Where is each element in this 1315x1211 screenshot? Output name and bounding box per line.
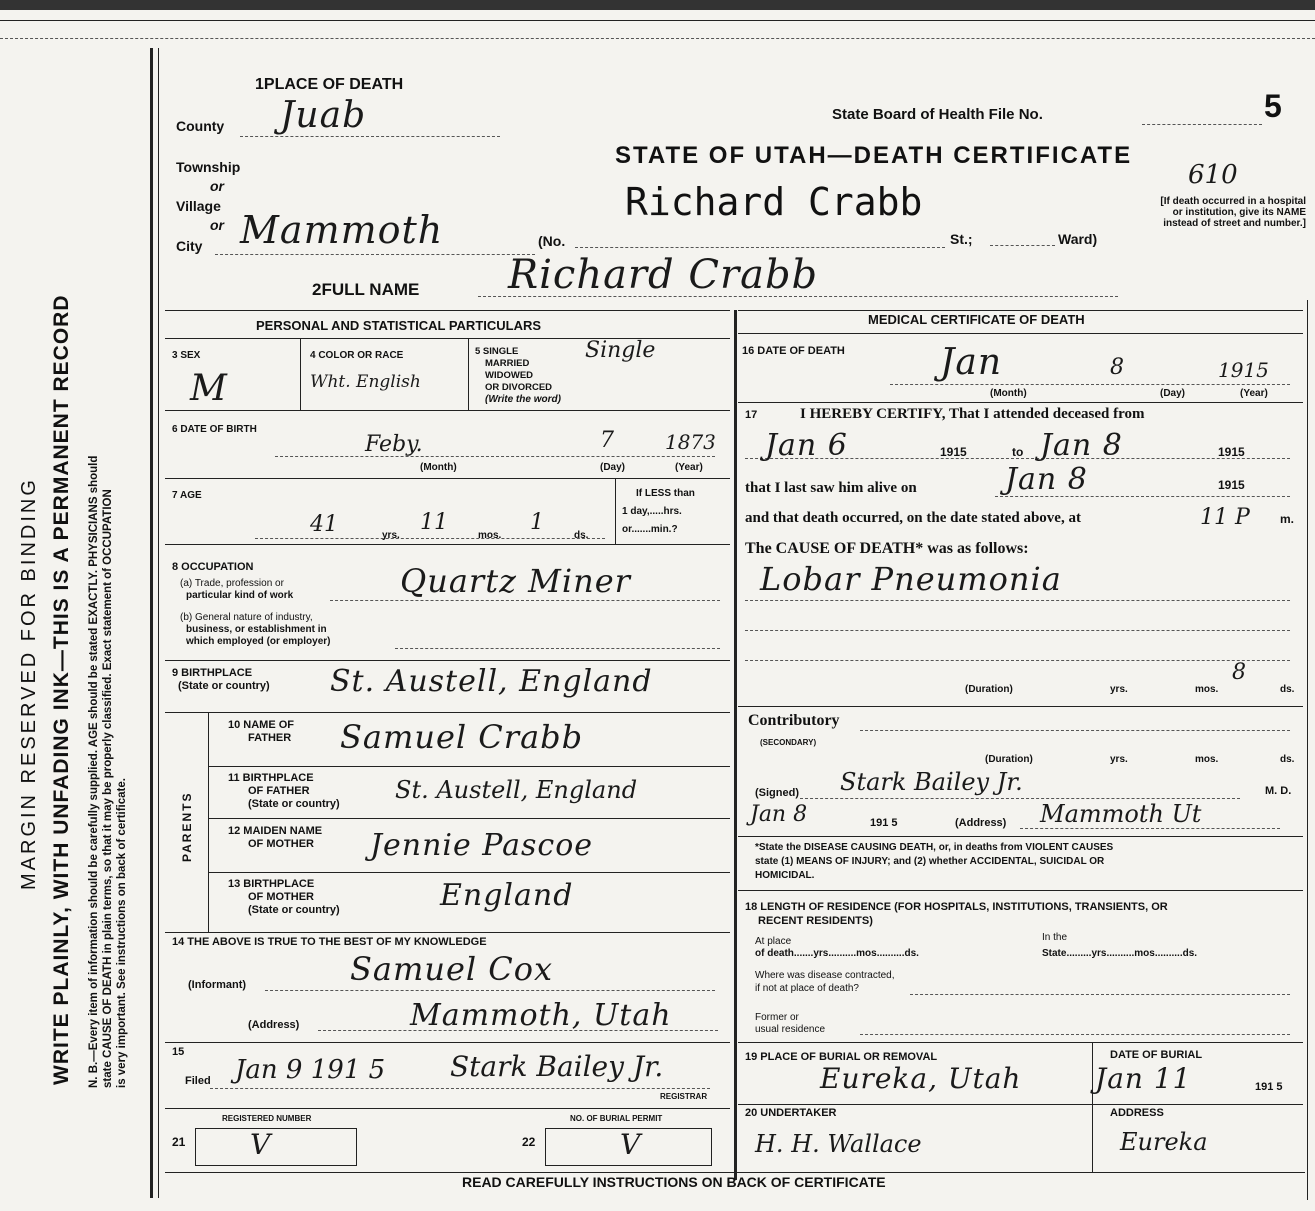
column-divider	[734, 310, 737, 1180]
filed-label: Filed	[185, 1075, 211, 1087]
margin-note-3: is very important. See instructions on back of certificate.	[116, 778, 128, 1088]
rule-j	[208, 712, 209, 932]
father-bp-label-3: (State or country)	[248, 798, 340, 810]
rule-o	[165, 1042, 730, 1043]
address-label: (Address)	[248, 1019, 300, 1031]
occ-b-1: (b) General nature of industry,	[180, 612, 313, 623]
top-dash-rule	[0, 38, 1315, 39]
state-label: State.........yrs..........mos..........ds.	[1042, 948, 1198, 959]
cause-label: The CAUSE OF DEATH* was as follows:	[745, 540, 1029, 557]
occupation-label: 8 OCCUPATION	[172, 561, 254, 573]
address-value: Mammoth, Utah	[410, 998, 672, 1033]
dod-line	[890, 384, 1290, 385]
undertaker-address-value: Eureka	[1120, 1128, 1208, 1156]
death-time-m: m.	[1280, 512, 1295, 526]
occ-b-2: business, or establishment in	[186, 624, 327, 635]
rule-t	[738, 836, 1303, 837]
rule-bottom	[165, 1172, 1305, 1173]
undertaker-label: 20 UNDERTAKER	[745, 1107, 837, 1119]
rule-m	[208, 872, 730, 873]
ward-label: Ward)	[1058, 231, 1098, 247]
residence-label-2: RECENT RESIDENTS)	[758, 915, 873, 927]
signed-line	[800, 798, 1240, 799]
signed-date: Jan 8	[750, 802, 808, 827]
at-place-label: At place	[755, 936, 792, 947]
left-border-outer	[150, 48, 153, 1198]
age-ds: 1	[530, 510, 544, 535]
mother-value: Jennie Pascoe	[370, 828, 594, 863]
margin-binding-text: MARGIN RESERVED FOR BINDING	[18, 477, 40, 890]
occ-a-2: particular kind of work	[186, 590, 294, 601]
former-1: Former or	[755, 1012, 799, 1023]
hospital-note: [If death occurred in a hospital or institution, give its NAME instead of street and number.]	[1160, 196, 1306, 229]
birthplace-label-1: 9 BIRTHPLACE	[172, 667, 253, 679]
certify-text: I HEREBY CERTIFY, That I attended deceased from	[800, 406, 1145, 422]
full-name-value: Richard Crabb	[508, 252, 819, 298]
burial-date-label: DATE OF BURIAL	[1110, 1049, 1203, 1061]
contrib-ds: ds.	[1280, 754, 1295, 765]
certify-num: 17	[745, 409, 758, 421]
rule-i	[165, 712, 730, 713]
contrib-duration: (Duration)	[985, 754, 1033, 765]
residence-label-1: 18 LENGTH OF RESIDENCE (FOR HOSPITALS, INSTITUTIONS, TRANSIENTS, OR	[745, 901, 1168, 913]
former-line	[860, 1034, 1290, 1035]
margin-note-2: state CAUSE OF DEATH in plain terms, so that it may be properly classified. Exact statement of OCCUPATION	[102, 489, 114, 1088]
city-line	[215, 254, 535, 255]
rule-b	[300, 338, 301, 410]
rule-f	[615, 478, 616, 544]
top-rule	[0, 20, 1315, 21]
village-label: Village	[176, 198, 221, 214]
dod-day: 8	[1110, 355, 1124, 380]
marital-label-4: OR DIVORCED	[485, 382, 553, 393]
mother-bp-label-3: (State or country)	[248, 904, 340, 916]
medical-heading: MEDICAL CERTIFICATE OF DEATH	[868, 312, 1085, 327]
full-name-label: 2FULL NAME	[312, 280, 420, 299]
father-value: Samuel Crabb	[340, 718, 584, 756]
city-label: City	[176, 238, 203, 254]
rule-personal-top	[165, 310, 730, 311]
marital-label-3: WIDOWED	[485, 370, 534, 381]
filed-line	[210, 1088, 710, 1089]
reg-number-box	[195, 1128, 357, 1166]
or-label-2: or	[210, 217, 224, 233]
rule-v	[738, 1042, 1303, 1043]
dob-month-cap: (Month)	[420, 462, 457, 473]
county-line	[240, 136, 500, 137]
rule-l	[208, 818, 730, 819]
duration-label: (Duration)	[965, 684, 1013, 695]
reg-number-value: V	[250, 1128, 271, 1161]
county-value: Juab	[280, 95, 367, 136]
age-ds-cap: ds.	[574, 530, 589, 541]
burial-date-value: Jan 11	[1095, 1062, 1192, 1095]
marital-value: Single	[585, 338, 656, 363]
street-line	[575, 247, 945, 248]
cause-line-3	[745, 660, 1290, 661]
less-1: If LESS than	[636, 488, 695, 499]
color-value: Wht. English	[310, 372, 421, 392]
cause-line-2	[745, 630, 1290, 631]
contracted-1: Where was disease contracted,	[755, 970, 895, 981]
rule-medical-top	[738, 310, 1303, 311]
from-date: Jan 6	[765, 428, 848, 463]
burial-year: 191 5	[1255, 1081, 1283, 1093]
filed-value: Jan 9 191 5	[235, 1055, 386, 1085]
rule-h	[165, 660, 730, 661]
or-label-1: or	[210, 178, 224, 194]
father-bp-label-1: 11 BIRTHPLACE	[228, 772, 314, 784]
reg-number-field: 21	[172, 1135, 186, 1149]
to-label: to	[1012, 445, 1024, 459]
registrar-signature: Stark Bailey Jr.	[450, 1050, 664, 1083]
file-no-value: 5	[1264, 88, 1282, 124]
of-death-label: of death.......yrs..........mos..........ds.	[755, 948, 919, 959]
street-label: St.;	[950, 231, 973, 247]
personal-heading: PERSONAL AND STATISTICAL PARTICULARS	[256, 318, 542, 333]
father-bp-label-2: OF FATHER	[248, 785, 310, 797]
last-saw-year: 1915	[1218, 478, 1245, 492]
rule-q	[738, 333, 1303, 334]
dob-year-cap: (Year)	[675, 462, 703, 473]
color-label: 4 COLOR OR RACE	[310, 350, 404, 361]
in-the-label: In the	[1042, 932, 1068, 943]
age-yrs: 41	[310, 512, 338, 537]
rule-e	[165, 478, 730, 479]
occ-b-3: which employed (or employer)	[186, 636, 331, 647]
file-no-line	[1142, 124, 1262, 125]
filed-num: 15	[172, 1046, 185, 1058]
footnote-2: state (1) MEANS OF INJURY; and (2) whether ACCIDENTAL, SUICIDAL OR	[755, 856, 1105, 867]
mother-bp-label-2: OF MOTHER	[248, 891, 314, 903]
duration-yrs: yrs.	[1110, 684, 1128, 695]
from-year: 1915	[940, 445, 967, 459]
md-label: M. D.	[1265, 785, 1292, 797]
occ-a-line	[330, 600, 720, 601]
contributory-label: Contributory	[748, 712, 840, 729]
mother-bp-label-1: 13 BIRTHPLACE	[228, 878, 315, 890]
duration-ds: ds.	[1280, 684, 1295, 695]
contracted-2: if not at place of death?	[755, 983, 859, 994]
rule-k	[208, 766, 730, 767]
cause-value: Lobar Pneumonia	[760, 560, 1062, 598]
secondary-label: (SECONDARY)	[760, 738, 817, 747]
cert-no-value: 610	[1188, 160, 1238, 190]
parents-label: PARENTS	[180, 791, 194, 862]
informant-value: Samuel Cox	[350, 950, 554, 988]
rule-w	[1092, 1042, 1093, 1172]
burial-permit-value: V	[620, 1128, 641, 1161]
occ-b-line	[395, 648, 720, 649]
footnote-3: HOMICIDAL.	[755, 870, 815, 881]
med-address-value: Mammoth Ut	[1040, 800, 1202, 828]
dob-day: 7	[600, 428, 614, 453]
last-saw-text: that I last saw him alive on	[745, 480, 917, 496]
footnote-1: *State the DISEASE CAUSING DEATH, or, in deaths from VIOLENT CAUSES	[755, 842, 1114, 853]
marital-label-1: 5 SINGLE	[475, 346, 519, 357]
place-of-death-label: 1PLACE OF DEATH	[255, 76, 404, 93]
top-edge	[0, 0, 1315, 10]
age-yrs-cap: yrs.	[382, 530, 400, 541]
undertaker-address-label: ADDRESS	[1110, 1107, 1164, 1119]
rule-p	[165, 1108, 730, 1109]
dob-line	[275, 456, 715, 457]
certificate-title: STATE OF UTAH—DEATH CERTIFICATE	[615, 142, 1133, 169]
left-border-inner	[158, 48, 159, 1198]
file-no-label: State Board of Health File No.	[832, 106, 1043, 123]
dob-day-cap: (Day)	[600, 462, 626, 473]
death-time: 11 P	[1200, 505, 1250, 530]
ward-line	[990, 245, 1055, 246]
right-border	[1307, 300, 1308, 1200]
dod-year-cap: (Year)	[1240, 388, 1268, 399]
margin-ink-text: WRITE PLAINLY, WITH UNFADING INK—THIS IS A PERMANENT RECORD	[50, 294, 73, 1085]
rule-c	[468, 338, 469, 410]
signed-year: 191 5	[870, 817, 898, 829]
dod-label: 16 DATE OF DEATH	[742, 345, 845, 357]
mother-bp-value: England	[440, 878, 574, 913]
birthplace-value: St. Austell, England	[330, 664, 653, 699]
med-address-line	[1020, 828, 1280, 829]
last-saw-date: Jan 8	[1005, 462, 1088, 497]
burial-place-value: Eureka, Utah	[820, 1062, 1022, 1095]
contrib-yrs: yrs.	[1110, 754, 1128, 765]
age-label: 7 AGE	[172, 490, 202, 501]
dod-day-cap: (Day)	[1160, 388, 1186, 399]
rule-x	[738, 1104, 1303, 1105]
occupation-value: Quartz Miner	[400, 562, 631, 600]
age-mos-cap: mos.	[478, 530, 502, 541]
dod-year: 1915	[1218, 358, 1269, 382]
contrib-mos: mos.	[1195, 754, 1219, 765]
typed-name: Richard Crabb	[625, 180, 923, 224]
informant-line	[265, 990, 715, 991]
mother-label-2: OF MOTHER	[248, 838, 314, 850]
signed-value: Stark Bailey Jr.	[840, 768, 1023, 796]
dod-month-cap: (Month)	[990, 388, 1027, 399]
rule-n	[165, 932, 730, 933]
age-line	[255, 538, 605, 539]
informant-label: (Informant)	[188, 979, 247, 991]
dod-month: Jan	[940, 342, 1003, 383]
mother-label-1: 12 MAIDEN NAME	[228, 825, 323, 837]
sex-label: 3 SEX	[172, 350, 201, 361]
occurred-text: and that death occurred, on the date stated above, at	[745, 510, 1081, 526]
med-address-label: (Address)	[955, 817, 1007, 829]
footer-instructions: READ CAREFULLY INSTRUCTIONS ON BACK OF CERTIFICATE	[462, 1174, 886, 1190]
burial-permit-label: NO. OF BURIAL PERMIT	[570, 1114, 663, 1123]
duration-mos: mos.	[1195, 684, 1219, 695]
occ-a-1: (a) Trade, profession or	[180, 578, 284, 589]
to-year: 1915	[1218, 445, 1245, 459]
less-2: 1 day,.....hrs.	[622, 506, 682, 517]
sex-value: M	[190, 368, 228, 409]
street-no-label: (No.	[538, 233, 566, 249]
dob-month: Feby.	[365, 432, 423, 457]
age-mos: 11	[420, 510, 448, 535]
to-date: Jan 8	[1040, 428, 1123, 463]
rule-g	[165, 544, 730, 545]
rule-u	[738, 890, 1303, 891]
cause-line-1	[745, 600, 1290, 601]
city-value: Mammoth	[240, 208, 444, 252]
former-2: usual residence	[755, 1024, 826, 1035]
rule-s	[738, 706, 1303, 707]
birthplace-label-2: (State or country)	[178, 680, 270, 692]
dob-year: 1873	[665, 430, 716, 454]
rule-d	[165, 410, 730, 411]
contracted-line	[910, 994, 1290, 995]
true-label: 14 THE ABOVE IS TRUE TO THE BEST OF MY KNOWLEDGE	[172, 936, 487, 948]
county-label: County	[176, 118, 225, 134]
burial-permit-field: 22	[522, 1135, 536, 1149]
registrar-label: REGISTRAR	[660, 1092, 708, 1101]
burial-place-label: 19 PLACE OF BURIAL OR REMOVAL	[745, 1051, 938, 1063]
father-bp-value: St. Austell, England	[395, 776, 638, 804]
marital-label-5: (Write the word)	[485, 394, 561, 405]
signed-label: (Signed)	[755, 787, 799, 799]
dob-label: 6 DATE OF BIRTH	[172, 424, 257, 435]
rule-r	[738, 402, 1303, 403]
reg-number-label: REGISTERED NUMBER	[222, 1114, 312, 1123]
township-label: Township	[176, 159, 241, 175]
duration-ds-value: 8	[1232, 660, 1246, 685]
marital-label-2: MARRIED	[485, 358, 530, 369]
margin-note-1: N. B.—Every item of information should be carefully supplied. AGE should be stated EXACTLY. PHYSICIANS should	[88, 455, 100, 1088]
undertaker-value: H. H. Wallace	[755, 1130, 922, 1158]
less-3: or.......min.?	[622, 524, 678, 535]
contributory-line	[860, 730, 1290, 731]
father-label-1: 10 NAME OF	[228, 719, 295, 731]
father-label-2: FATHER	[248, 732, 292, 744]
